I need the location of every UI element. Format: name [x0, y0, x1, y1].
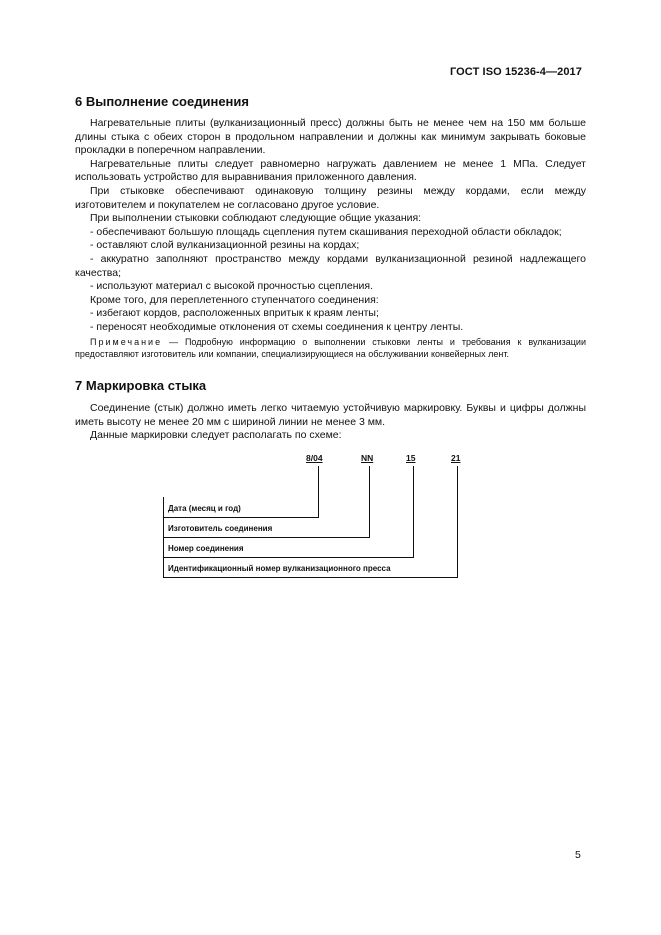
connector-line	[457, 466, 458, 577]
connector-line	[369, 466, 370, 537]
label-underline	[163, 557, 414, 558]
list-item: - избегают кордов, расположенных впритык к краям ленты;	[90, 307, 379, 320]
paragraph: Нагревательные плиты (вулканизационный пресс) должны быть не менее чем на 150 мм больше длины стыка с обеих сторон в продольном направлении и должны как минимум закрывать боковые прокладки в поперечном направлении.	[75, 117, 586, 157]
section-7-title: 7 Маркировка стыка	[75, 378, 207, 393]
note-label: Примечание	[90, 337, 163, 347]
list-item: - используют материал с высокой прочностью сцепления.	[90, 280, 373, 293]
list-item: - переносят необходимые отклонения от схемы соединения к центру ленты.	[90, 320, 464, 333]
label-manufacturer: Изготовитель соединения	[168, 524, 273, 533]
paragraph: Нагревательные плиты следует равномерно нагружать давлением не менее 1 МПа. Следует использовать устройство для выравнивания приложенного давления.	[75, 157, 586, 184]
label-underline	[163, 577, 458, 578]
paragraph: При стыковке обеспечивают одинаковую толщину резины между кордами, если между изготовителем и покупателем не согласовано другое условие.	[75, 184, 586, 211]
section-6-title: 6 Выполнение соединения	[75, 94, 249, 109]
paragraph: Соединение (стык) должно иметь легко читаемую устойчивую маркировку. Буквы и цифры должны иметь высоту не менее 20 мм с шириной линии не менее 3 мм.	[75, 402, 586, 428]
connector-line	[318, 466, 319, 517]
label-underline	[163, 517, 319, 518]
paragraph: Данные маркировки следует располагать по схеме:	[90, 429, 342, 442]
label-underline	[163, 537, 370, 538]
label-date: Дата (месяц и год)	[168, 504, 241, 513]
document-header: ГОСТ ISO 15236-4—2017	[449, 66, 582, 78]
paragraph: При выполнении стыковки соблюдают следующие общие указания:	[90, 212, 422, 225]
list-item: - аккуратно заполняют пространство между кордами вулканизационной резиной надлежащего качества;	[75, 252, 586, 279]
note-text: — Подробную информацию о выполнении стыковки ленты и требования к вулканизации предоставляют изготовитель или компании, специализирующиеся на обслуживании конвейерных лент.	[75, 337, 586, 359]
label-press-id: Идентификационный номер вулканизационного пресса	[168, 564, 391, 573]
list-item: - оставляют слой вулканизационной резины на кордах;	[90, 239, 360, 252]
paragraph: Кроме того, для переплетенного ступенчатого соединения:	[90, 293, 379, 306]
label-joint-number: Номер соединения	[168, 544, 244, 553]
code-joint-number: 15	[406, 453, 416, 463]
connector-line	[413, 466, 414, 557]
code-press-id: 21	[451, 453, 461, 463]
code-manufacturer: NN	[361, 453, 374, 463]
list-item: - обеспечивают большую площадь сцепления путем скашивания переходной области обкладок;	[90, 225, 562, 238]
code-date: 8/04	[306, 453, 323, 463]
page-number: 5	[575, 849, 581, 861]
